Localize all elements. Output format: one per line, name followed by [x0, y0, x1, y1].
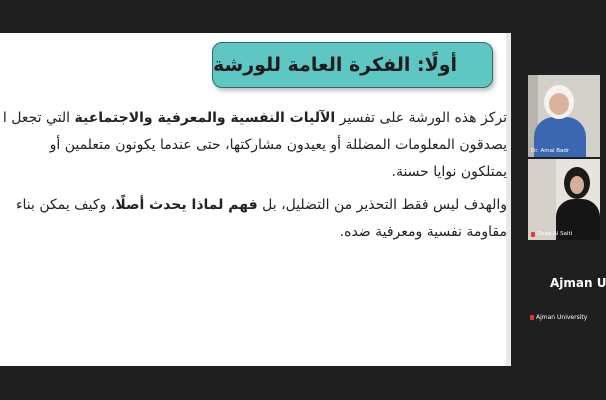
participant-face [549, 93, 569, 115]
slide-heading-box [212, 42, 493, 88]
participant-tile-2[interactable] [528, 159, 600, 240]
participant-tile-1[interactable] [528, 75, 600, 157]
participant-label [531, 231, 572, 237]
emphasized-text: الآليات النفسية والمعرفية والاجتماعية [74, 110, 336, 126]
participant-label [531, 148, 569, 154]
slide-heading: أولًا: الفكرة العامة للورشة [213, 54, 458, 76]
host-name[interactable]: Ajman U [550, 276, 606, 290]
body-text-segment: تركز هذه الورشة على تفسير [335, 110, 507, 126]
body-text-segment: مقاومة نفسية ومعرفية ضده. [339, 224, 507, 240]
body-text-segment: ، وكيف يمكن بناء [15, 197, 116, 213]
body-text-segment: والهدف ليس فقط التحذير من التضليل، بل [257, 197, 507, 213]
participant-name: Dr. Amal Badr [531, 148, 570, 154]
slide-body-line [0, 159, 507, 186]
host-tag-label: Ajman University [536, 314, 588, 321]
body-text-segment: يصدقون المعلومات المضللة أو يعيدون مشاركتها، حتى عندما يكونون متعلمين أو [49, 137, 507, 153]
slide-body [0, 105, 507, 246]
participant-name: Doaa Al Salti [537, 231, 573, 237]
background-wall [528, 159, 556, 240]
slide-body-line [0, 105, 507, 132]
slide-body-line [0, 132, 507, 159]
body-text-segment: التي تجعل ا [2, 110, 75, 126]
mic-muted-icon [530, 315, 534, 320]
host-tag [530, 314, 587, 321]
slide-body-line [0, 192, 507, 219]
shared-slide [0, 33, 511, 366]
mic-muted-icon [531, 232, 535, 237]
emphasized-text: فهم لماذا يحدث أصلًا [115, 197, 258, 213]
body-text-segment: يمتلكون نوايا حسنة. [391, 164, 507, 180]
slide-body-line [0, 219, 507, 246]
participant-face [570, 176, 584, 194]
